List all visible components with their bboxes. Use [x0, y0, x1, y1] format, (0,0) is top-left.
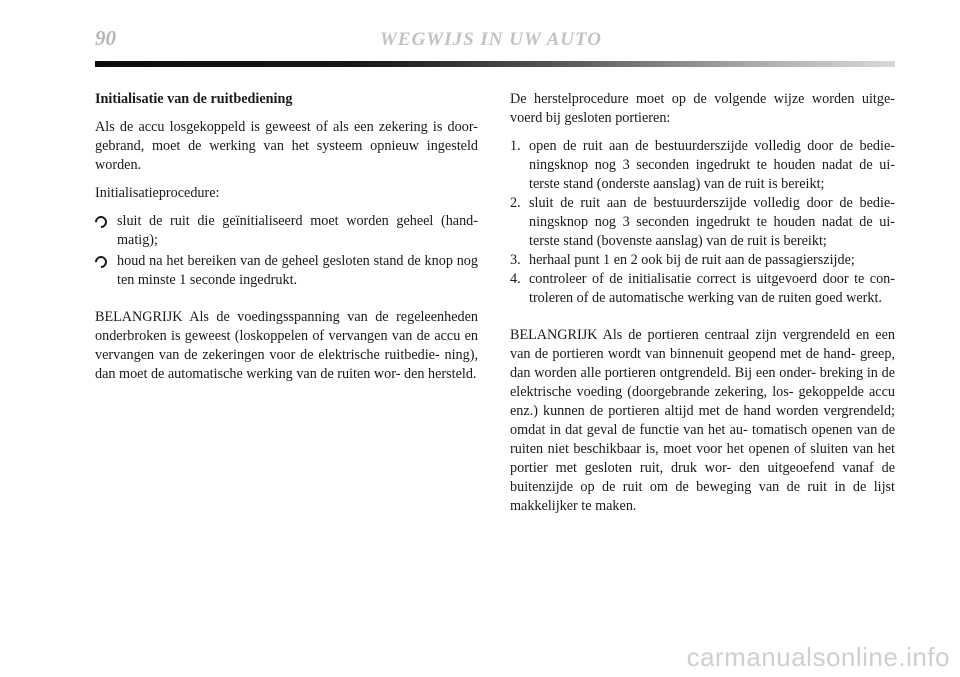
list-item — [95, 252, 478, 290]
header-rule — [95, 61, 895, 67]
circle-bullet-icon — [93, 214, 110, 231]
list-item — [510, 251, 895, 270]
restore-intro-paragraph: De herstelprocedure moet op de volgende wijze worden uitge- voerd bij gesloten portieren: — [510, 91, 895, 126]
restore-steps-list — [510, 137, 895, 308]
important-note: BELANGRIJK Als de voedingsspanning van de regeleenheden onderbroken is geweest (loskoppelen of vervangen van de accu en vervangen van de zekeringen voor de elektrische ruitbedie- ning), dan moet de automatische werking van de ruiten wor- den hersteld. — [95, 309, 478, 382]
list-item — [95, 212, 478, 250]
right-column — [510, 90, 895, 525]
circle-bullet-icon — [93, 254, 110, 271]
left-column — [95, 90, 478, 393]
procedure-bullet-list — [95, 212, 478, 290]
step-number: 1. — [510, 138, 521, 154]
list-item — [510, 270, 895, 308]
procedure-label: Initialisatieprocedure: — [95, 185, 220, 201]
running-header-title: WEGWIJS IN UW AUTO — [380, 29, 602, 50]
list-item-text: sluit de ruit die geïnitialiseerd moet worden geheel (hand- matig); — [117, 213, 478, 248]
step-text: controleer of de initialisatie correct is uitgevoerd door te con- troleren of de automatische werking van de ruiten goed werkt. — [529, 271, 895, 306]
intro-paragraph: Als de accu losgekoppeld is geweest of als een zekering is door- gebrand, moet de werking van het systeem opnieuw ingesteld worden. — [95, 119, 478, 173]
step-text: sluit de ruit aan de bestuurderszijde volledig door de bedie- ningsknop nog 3 seconden ingedrukt te houden nadat de ui- terste stand (bovenste aanslag) van de ruit is bereikt; — [529, 195, 895, 249]
step-number: 4. — [510, 271, 521, 287]
important-note: BELANGRIJK Als de portieren centraal zijn vergrendeld en een van de portieren wordt van binnenuit geopend met de hand- greep, dan worden alle portieren ontgrendeld. Bij een onder- breking in de elektrische voeding (doorgebrande zekering, los- gekoppelde accu enz.) kunnen de portieren altijd met de hand worden vergrendeld; omdat in dat geval de functie van het au- tomatisch openen van de ruiten niet beschikbaar is, moet voor het openen of sluiten van het portier met gesloten ruit, druk wor- den uitgeoefend vanaf de buitenzijde op de ruit om de beweging van de ruit in de lijst makkelijker te maken. — [510, 327, 895, 514]
step-text: open de ruit aan de bestuurderszijde volledig door de bedie- ningsknop nog 3 seconden ingedrukt te houden nadat de ui- terste stand (onderste aanslag) van de ruit is bereikt; — [529, 138, 895, 192]
list-item — [510, 194, 895, 251]
watermark: carmanualsonline.info — [686, 642, 950, 672]
list-item-text: houd na het bereiken van de geheel gesloten stand de knop nog ten minste 1 seconde ingedrukt. — [117, 253, 478, 288]
step-text: herhaal punt 1 en 2 ook bij de ruit aan de passagierszijde; — [529, 252, 855, 268]
section-heading: Initialisatie van de ruitbediening — [95, 91, 293, 107]
list-item — [510, 137, 895, 194]
step-number: 3. — [510, 252, 521, 268]
step-number: 2. — [510, 195, 521, 211]
page-number: 90 — [95, 26, 116, 50]
